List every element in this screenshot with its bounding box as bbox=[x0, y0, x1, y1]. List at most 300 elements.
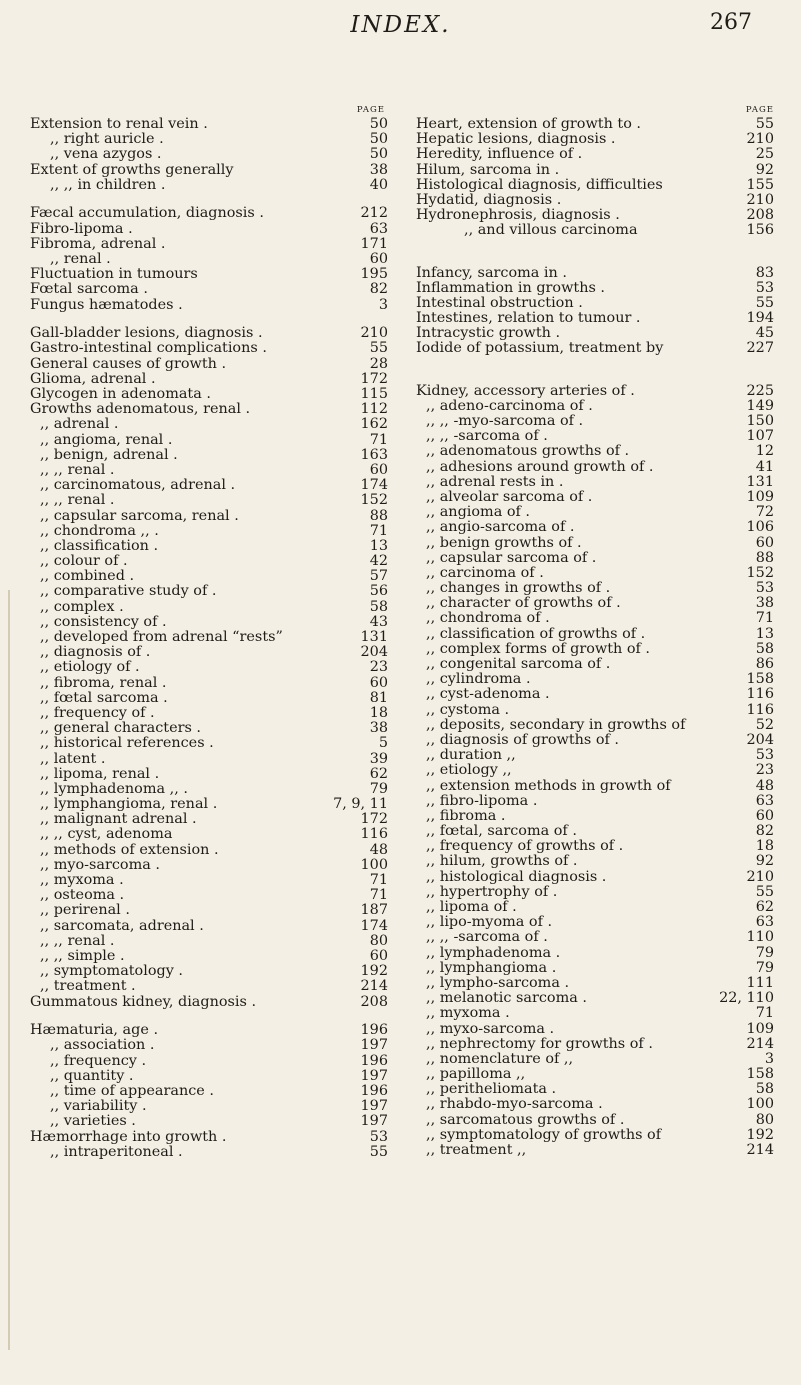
index-entry bbox=[416, 1067, 774, 1082]
index-entry bbox=[30, 433, 400, 448]
index-term: ,, historical references . bbox=[40, 735, 214, 752]
index-entry bbox=[416, 1143, 774, 1158]
index-entry bbox=[416, 1037, 774, 1052]
index-entry bbox=[416, 341, 774, 356]
index-term: ,, character of growths of . bbox=[426, 595, 621, 612]
index-term: ,, combined . bbox=[40, 568, 135, 585]
page-reference: 152 bbox=[746, 564, 774, 581]
page-reference: 204 bbox=[360, 644, 388, 661]
index-term: ,, congenital sarcoma of . bbox=[426, 656, 611, 672]
index-term: ,, papilloma ,, bbox=[426, 1066, 526, 1083]
index-entry bbox=[30, 584, 400, 599]
index-entry bbox=[30, 903, 400, 918]
index-entry bbox=[30, 237, 400, 252]
index-entry bbox=[416, 779, 774, 794]
index-term: ,, lympho-sarcoma . bbox=[426, 974, 570, 991]
page-reference: 82 bbox=[369, 281, 388, 298]
index-term: ,, osteoma . bbox=[40, 887, 125, 904]
section-gap bbox=[416, 357, 774, 371]
page-reference: 55 bbox=[755, 883, 774, 900]
index-term: Fœtal sarcoma . bbox=[30, 281, 148, 298]
index-term: ,, and villous carcinoma bbox=[464, 222, 638, 239]
index-term: ,, duration ,, bbox=[426, 747, 516, 764]
index-term: ,, diagnosis of growths of . bbox=[426, 731, 619, 748]
page-reference: 174 bbox=[360, 917, 388, 934]
index-term: ,, cylindroma . bbox=[426, 671, 531, 688]
index-entry bbox=[416, 991, 774, 1006]
page-reference: 109 bbox=[746, 1020, 774, 1037]
page-reference: 212 bbox=[360, 205, 388, 222]
index-term: Extension to renal vein . bbox=[30, 116, 208, 132]
index-entry bbox=[416, 117, 774, 132]
page-reference: 131 bbox=[360, 629, 388, 645]
index-entry bbox=[416, 809, 774, 824]
index-entry bbox=[416, 490, 774, 505]
page-reference: 22, 110 bbox=[719, 990, 774, 1007]
section-gap bbox=[30, 1010, 400, 1024]
index-term: ,, etiology of . bbox=[40, 659, 140, 676]
index-term: ,, lymphangioma . bbox=[426, 959, 557, 976]
index-entry bbox=[30, 524, 400, 539]
page-reference: 208 bbox=[360, 993, 388, 1010]
page-reference: 197 bbox=[360, 1037, 388, 1054]
page-reference: 116 bbox=[746, 686, 774, 703]
page-reference: 53 bbox=[755, 747, 774, 764]
index-entry bbox=[30, 782, 400, 797]
index-term: ,, complex forms of growth of . bbox=[426, 640, 650, 657]
page-reference: 131 bbox=[746, 473, 774, 490]
page-reference: 60 bbox=[369, 674, 388, 691]
index-term: Histological diagnosis, difficulties bbox=[416, 176, 663, 193]
index-entry bbox=[30, 267, 400, 282]
index-entry bbox=[416, 627, 774, 642]
page-reference: 55 bbox=[369, 340, 388, 357]
index-term: ,, adrenal . bbox=[40, 416, 119, 433]
index-entry bbox=[416, 1113, 774, 1128]
page-reference: 3 bbox=[764, 1050, 774, 1067]
page-reference: 53 bbox=[369, 1128, 388, 1145]
index-term: ,, frequency of . bbox=[40, 704, 155, 721]
index-term: ,, melanotic sarcoma . bbox=[426, 990, 587, 1007]
page-reference: 208 bbox=[746, 207, 774, 224]
index-entry bbox=[30, 282, 400, 297]
index-term: ,, chondroma of . bbox=[426, 610, 550, 627]
index-entry bbox=[416, 687, 774, 702]
page-reference: 163 bbox=[360, 446, 388, 463]
index-entry bbox=[30, 1114, 400, 1129]
index-term: Fibro-lipoma . bbox=[30, 220, 133, 237]
page-reference: 58 bbox=[755, 1081, 774, 1098]
index-term: ,, lymphadenoma ,, . bbox=[40, 780, 188, 797]
index-entry bbox=[416, 1006, 774, 1021]
index-term: ,, myxo-sarcoma . bbox=[426, 1020, 555, 1037]
index-entry bbox=[416, 505, 774, 520]
page-reference: 197 bbox=[360, 1113, 388, 1130]
index-entry bbox=[30, 478, 400, 493]
index-entry bbox=[30, 919, 400, 934]
page-reference: 192 bbox=[360, 963, 388, 980]
page-reference: 214 bbox=[360, 978, 388, 995]
index-term: ,, lipoma of . bbox=[426, 899, 517, 915]
page-reference: 63 bbox=[369, 220, 388, 237]
index-term: ,, variability . bbox=[50, 1098, 147, 1115]
page-reference: 149 bbox=[746, 397, 774, 414]
index-column-left bbox=[30, 103, 400, 1160]
index-entry bbox=[30, 163, 400, 178]
index-entry bbox=[416, 642, 774, 657]
index-term: Glycogen in adenomata . bbox=[30, 386, 211, 402]
index-term: ,, myxoma . bbox=[426, 1005, 510, 1022]
index-entry bbox=[416, 748, 774, 763]
section-gap bbox=[416, 370, 774, 384]
page-reference: 38 bbox=[755, 595, 774, 612]
page-reference: 40 bbox=[369, 176, 388, 193]
index-entry bbox=[416, 733, 774, 748]
page-title: INDEX. bbox=[350, 12, 451, 38]
index-entry bbox=[30, 691, 400, 706]
page-reference: 60 bbox=[369, 947, 388, 964]
index-entry bbox=[416, 611, 774, 626]
page-reference: 39 bbox=[369, 750, 388, 767]
index-entry bbox=[30, 1038, 400, 1053]
page-reference: 106 bbox=[746, 519, 774, 536]
index-entry bbox=[30, 615, 400, 630]
index-term: Fluctuation in tumours bbox=[30, 266, 198, 283]
index-term: ,, complex . bbox=[40, 598, 124, 615]
page-reference: 115 bbox=[360, 386, 388, 402]
index-entry bbox=[30, 298, 400, 313]
index-term: Hilum, sarcoma in . bbox=[416, 161, 560, 178]
index-term: ,, symptomatology . bbox=[40, 963, 183, 980]
index-entry bbox=[30, 493, 400, 508]
index-entry bbox=[416, 824, 774, 839]
index-entry bbox=[30, 1084, 400, 1099]
index-term: ,, fibroma, renal . bbox=[40, 674, 167, 691]
page-reference: 100 bbox=[746, 1096, 774, 1113]
index-term: ,, alveolar sarcoma of . bbox=[426, 488, 593, 505]
index-term: Hepatic lesions, diagnosis . bbox=[416, 131, 616, 148]
page-reference: 83 bbox=[755, 264, 774, 281]
page-reference: 116 bbox=[360, 826, 388, 843]
page-reference: 45 bbox=[755, 325, 774, 342]
index-term: ,, nephrectomy for growths of . bbox=[426, 1035, 653, 1052]
index-term: ,, sarcomata, adrenal . bbox=[40, 917, 204, 934]
index-term: ,, fœtal sarcoma . bbox=[40, 689, 168, 706]
index-term: ,, hilum, growths of . bbox=[426, 853, 578, 870]
index-term: Gummatous kidney, diagnosis . bbox=[30, 993, 257, 1010]
page-reference: 107 bbox=[746, 428, 774, 445]
index-term: ,, fœtal, sarcoma of . bbox=[426, 823, 577, 840]
page-reference: 48 bbox=[755, 777, 774, 794]
index-term: ,, general characters . bbox=[40, 720, 202, 737]
page-reference: 116 bbox=[746, 701, 774, 718]
index-term: ,, fibro-lipoma . bbox=[426, 792, 538, 809]
section-gap bbox=[416, 239, 774, 253]
index-term: ,, deposits, secondary in growths of bbox=[426, 716, 686, 733]
index-term: ,, treatment . bbox=[40, 978, 136, 995]
page-reference: 50 bbox=[369, 131, 388, 148]
page-reference: 18 bbox=[755, 838, 774, 855]
index-term: ,, fibroma . bbox=[426, 807, 506, 824]
section-gap bbox=[30, 313, 400, 327]
index-term: ,, varieties . bbox=[50, 1113, 136, 1130]
index-entry bbox=[416, 900, 774, 915]
index-term: ,, ,, simple . bbox=[40, 947, 125, 964]
index-term: ,, lipoma, renal . bbox=[40, 765, 160, 782]
page-reference: 100 bbox=[360, 856, 388, 873]
index-entry bbox=[30, 569, 400, 584]
index-term: ,, nomenclature of ,, bbox=[426, 1050, 574, 1067]
index-entry bbox=[30, 341, 400, 356]
index-term: Hæmorrhage into growth . bbox=[30, 1128, 227, 1145]
index-term: ,, perirenal . bbox=[40, 902, 130, 919]
index-term: ,, ,, -myo-sarcoma of . bbox=[426, 413, 584, 429]
index-entry bbox=[416, 520, 774, 535]
page-reference: 158 bbox=[746, 1066, 774, 1083]
index-term: ,, ,, in children . bbox=[50, 176, 166, 193]
index-term: ,, treatment ,, bbox=[426, 1142, 527, 1158]
page-reference: 71 bbox=[755, 1005, 774, 1022]
index-term: ,, intraperitoneal . bbox=[50, 1143, 183, 1160]
index-entry bbox=[30, 357, 400, 372]
index-entry bbox=[416, 930, 774, 945]
index-term: ,, sarcomatous growths of . bbox=[426, 1111, 625, 1128]
page-reference: 109 bbox=[746, 488, 774, 505]
index-term: Gastro-intestinal complications . bbox=[30, 340, 267, 357]
page-reference: 204 bbox=[746, 731, 774, 748]
index-entry bbox=[30, 132, 400, 147]
index-entry bbox=[416, 839, 774, 854]
index-term: ,, lymphadenoma . bbox=[426, 944, 561, 961]
index-entry bbox=[30, 934, 400, 949]
page-reference: 25 bbox=[755, 146, 774, 163]
page-reference: 196 bbox=[360, 1022, 388, 1039]
index-term: ,, chondroma ,, . bbox=[40, 522, 159, 539]
index-entry bbox=[416, 672, 774, 687]
index-entry bbox=[30, 448, 400, 463]
index-entry bbox=[416, 946, 774, 961]
page-reference: 55 bbox=[369, 1143, 388, 1160]
index-term: Intracystic growth . bbox=[416, 325, 561, 342]
index-term: Infancy, sarcoma in . bbox=[416, 264, 567, 281]
index-entry bbox=[30, 1130, 400, 1145]
index-term: ,, right auricle . bbox=[50, 131, 164, 148]
index-entry bbox=[30, 721, 400, 736]
index-term: Extent of growths generally bbox=[30, 161, 234, 178]
page-reference: 197 bbox=[360, 1067, 388, 1084]
page-reference: 58 bbox=[369, 598, 388, 615]
page-reference: 13 bbox=[369, 537, 388, 554]
index-entry bbox=[30, 949, 400, 964]
index-entry bbox=[416, 1128, 774, 1143]
page-reference: 82 bbox=[755, 823, 774, 840]
index-term: ,, latent . bbox=[40, 750, 106, 767]
index-entry bbox=[416, 460, 774, 475]
page-reference: 28 bbox=[369, 355, 388, 372]
index-term: ,, cystoma . bbox=[426, 701, 510, 718]
page-reference: 88 bbox=[755, 549, 774, 566]
index-entry bbox=[30, 539, 400, 554]
index-entry bbox=[416, 1052, 774, 1067]
index-entry bbox=[416, 551, 774, 566]
page-reference: 92 bbox=[755, 161, 774, 178]
page-reference: 162 bbox=[360, 416, 388, 433]
page-reference: 13 bbox=[755, 625, 774, 642]
index-term: ,, ,, renal . bbox=[40, 932, 115, 949]
page-reference: 62 bbox=[369, 765, 388, 782]
page-reference: 43 bbox=[369, 613, 388, 630]
index-term: ,, hypertrophy of . bbox=[426, 883, 558, 900]
index-entry bbox=[30, 147, 400, 162]
page-fold-shadow bbox=[8, 590, 10, 1350]
page-reference: 196 bbox=[360, 1052, 388, 1069]
page-reference: 210 bbox=[360, 325, 388, 342]
index-entry bbox=[416, 915, 774, 930]
page-reference: 171 bbox=[360, 235, 388, 252]
index-term: ,, angio-sarcoma of . bbox=[426, 519, 575, 536]
index-term: ,, colour of . bbox=[40, 553, 128, 570]
index-entry bbox=[30, 372, 400, 387]
index-term: ,, extension methods in growth of bbox=[426, 777, 671, 794]
index-term: ,, benign, adrenal . bbox=[40, 446, 178, 463]
index-term: ,, capsular sarcoma, renal . bbox=[40, 507, 239, 524]
index-term: Heart, extension of growth to . bbox=[416, 116, 642, 132]
index-entry bbox=[30, 752, 400, 767]
index-entry bbox=[30, 1023, 400, 1038]
page-reference: 158 bbox=[746, 671, 774, 688]
index-entry bbox=[30, 964, 400, 979]
index-term: ,, angioma, renal . bbox=[40, 431, 173, 448]
index-term: ,, myxoma . bbox=[40, 872, 124, 888]
page-reference: 7, 9, 11 bbox=[333, 796, 388, 813]
section-gap bbox=[30, 193, 400, 207]
page-reference: 174 bbox=[360, 477, 388, 494]
page-reference: 50 bbox=[369, 116, 388, 132]
index-entry bbox=[416, 1097, 774, 1112]
index-term: ,, histological diagnosis . bbox=[426, 868, 607, 885]
index-term: ,, etiology ,, bbox=[426, 762, 512, 779]
index-term: Fæcal accumulation, diagnosis . bbox=[30, 205, 264, 222]
page-reference: 150 bbox=[746, 413, 774, 429]
index-entry bbox=[30, 736, 400, 751]
index-term: ,, ,, -sarcoma of . bbox=[426, 428, 548, 445]
index-term: ,, frequency . bbox=[50, 1052, 147, 1069]
page-reference: 23 bbox=[755, 762, 774, 779]
index-entry bbox=[30, 1054, 400, 1069]
index-entry bbox=[30, 222, 400, 237]
page-reference: 5 bbox=[378, 735, 388, 752]
section-gap bbox=[416, 252, 774, 266]
index-term: ,, benign growths of . bbox=[426, 534, 582, 551]
index-term: ,, renal . bbox=[50, 251, 111, 267]
page-reference: 156 bbox=[746, 222, 774, 239]
index-term: ,, frequency of growths of . bbox=[426, 838, 624, 855]
index-term: ,, ,, renal . bbox=[40, 461, 115, 478]
page-reference: 88 bbox=[369, 507, 388, 524]
index-entry bbox=[30, 326, 400, 341]
page-reference: 55 bbox=[755, 116, 774, 132]
index-entry bbox=[416, 193, 774, 208]
page-reference: 225 bbox=[746, 382, 774, 399]
index-term: Hydatid, diagnosis . bbox=[416, 191, 562, 208]
index-entry bbox=[30, 463, 400, 478]
index-entry bbox=[416, 147, 774, 162]
index-entry bbox=[416, 475, 774, 490]
index-entry bbox=[416, 536, 774, 551]
index-term: ,, methods of extension . bbox=[40, 841, 219, 858]
index-term: ,, vena azygos . bbox=[50, 146, 162, 163]
page-reference: 60 bbox=[755, 534, 774, 551]
page-reference: 56 bbox=[369, 583, 388, 600]
index-entry bbox=[416, 596, 774, 611]
index-entry bbox=[416, 132, 774, 147]
index-entry bbox=[416, 794, 774, 809]
index-entry bbox=[416, 223, 774, 238]
index-entry bbox=[416, 718, 774, 733]
page-reference: 80 bbox=[369, 932, 388, 949]
index-entry bbox=[30, 1099, 400, 1114]
index-term: Glioma, adrenal . bbox=[30, 370, 156, 387]
index-term: ,, association . bbox=[50, 1037, 155, 1054]
index-entry bbox=[416, 429, 774, 444]
page-reference: 63 bbox=[755, 792, 774, 809]
index-entry bbox=[416, 870, 774, 885]
index-entry bbox=[30, 206, 400, 221]
index-entry bbox=[30, 827, 400, 842]
page-reference: 196 bbox=[360, 1082, 388, 1099]
index-term: ,, rhabdo-myo-sarcoma . bbox=[426, 1096, 603, 1113]
page-reference: 53 bbox=[755, 279, 774, 296]
index-term: ,, angioma of . bbox=[426, 504, 530, 521]
index-term: Intestinal obstruction . bbox=[416, 294, 583, 311]
page-reference: 52 bbox=[755, 716, 774, 733]
page-reference: 57 bbox=[369, 568, 388, 585]
page-reference: 155 bbox=[746, 176, 774, 193]
page-reference: 152 bbox=[360, 492, 388, 509]
index-entry bbox=[416, 976, 774, 991]
page-reference: 42 bbox=[369, 553, 388, 570]
index-term: ,, ,, renal . bbox=[40, 492, 115, 509]
index-entry bbox=[416, 326, 774, 341]
page-reference: 210 bbox=[746, 868, 774, 885]
index-entry bbox=[416, 444, 774, 459]
index-entry bbox=[416, 163, 774, 178]
index-entry bbox=[416, 566, 774, 581]
index-entry bbox=[416, 854, 774, 869]
page-reference: 71 bbox=[369, 431, 388, 448]
index-term: ,, comparative study of . bbox=[40, 583, 217, 600]
index-entry bbox=[30, 630, 400, 645]
page-reference: 79 bbox=[755, 959, 774, 976]
index-term: ,, peritheliomata . bbox=[426, 1081, 557, 1098]
page-reference: 214 bbox=[746, 1142, 774, 1158]
index-entry bbox=[30, 1069, 400, 1084]
index-entry bbox=[416, 208, 774, 223]
page-reference: 3 bbox=[378, 296, 388, 313]
index-entry bbox=[30, 117, 400, 132]
page-reference: 172 bbox=[360, 370, 388, 387]
index-entry bbox=[30, 402, 400, 417]
index-entry bbox=[416, 657, 774, 672]
page-number: 267 bbox=[710, 10, 752, 35]
index-term: ,, ,, cyst, adenoma bbox=[40, 826, 173, 843]
page-reference: 112 bbox=[360, 401, 388, 418]
index-entry bbox=[30, 995, 400, 1010]
index-entry bbox=[416, 414, 774, 429]
index-entry bbox=[30, 387, 400, 402]
index-entry bbox=[416, 296, 774, 311]
page-reference: 23 bbox=[369, 659, 388, 676]
